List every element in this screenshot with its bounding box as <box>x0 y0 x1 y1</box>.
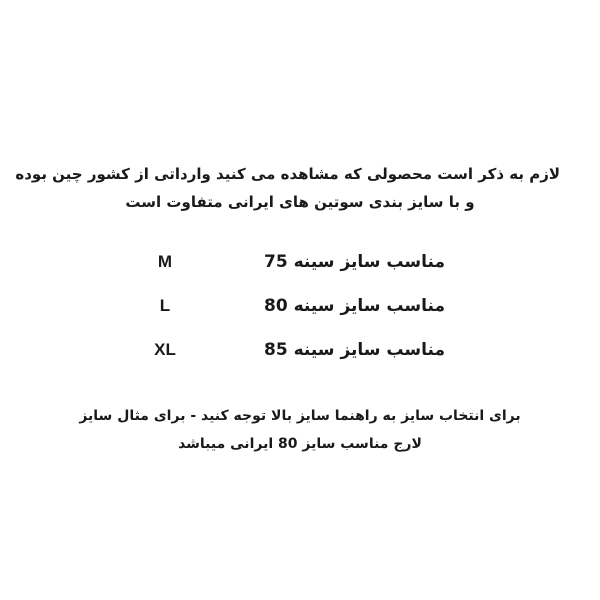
size-description: مناسب سایز سینه 85 <box>264 340 445 360</box>
size-code: L <box>159 296 171 315</box>
size-row-xl <box>0 340 600 384</box>
size-code: M <box>157 252 173 271</box>
size-selection-tip-line-2: لارج مناسب سایز 80 ایرانی میباشد <box>178 436 422 452</box>
import-notice <box>15 160 560 216</box>
size-description: مناسب سایز سینه 80 <box>264 296 445 316</box>
size-code: XL <box>154 340 176 359</box>
size-row-m <box>0 252 600 296</box>
import-notice-line-2: و با سایز بندی سوتین های ایرانی متفاوت است <box>125 193 475 211</box>
size-selection-tip <box>40 402 560 458</box>
size-description: مناسب سایز سینه 75 <box>264 252 445 272</box>
size-selection-tip-line-1: برای انتخاب سایز به راهنما سایز بالا توجه کنید - برای مثال سایز <box>79 408 521 424</box>
size-row-l <box>0 296 600 340</box>
size-chart <box>0 252 600 384</box>
import-notice-line-1: لازم به ذکر است محصولی که مشاهده می کنید وارداتی از کشور چین بوده <box>15 165 560 183</box>
